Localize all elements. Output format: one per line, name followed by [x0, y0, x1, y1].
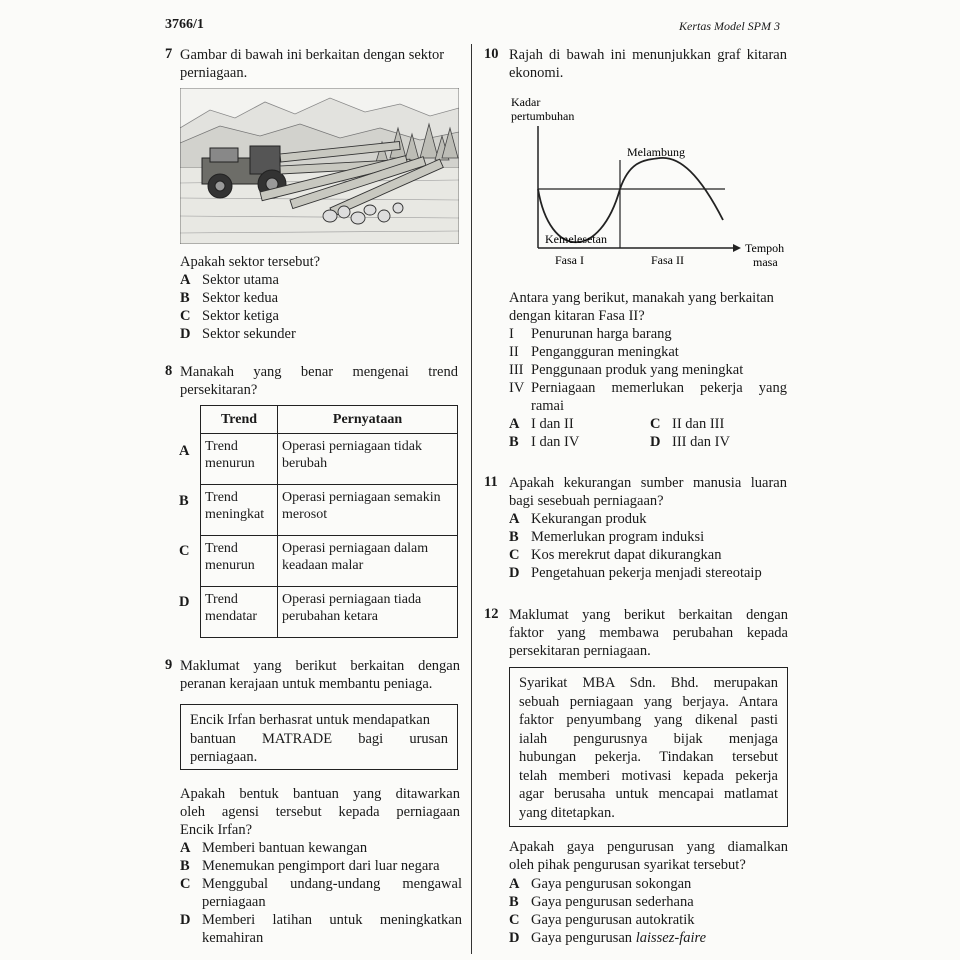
q7-option-c[interactable]: C Sektor ketiga: [180, 308, 279, 324]
chart-cycle-curve: [538, 158, 723, 242]
q7-number: 7: [165, 46, 173, 62]
q12-box-line: sebuah perniagaan yang berjaya. Antara: [519, 693, 778, 710]
q8-table-row-a[interactable]: [201, 434, 458, 485]
paper-code: 3766/1: [165, 17, 204, 32]
q12-stem-line: faktor yang membawa perubahan kepada: [509, 625, 788, 641]
q12-stem-line: Maklumat yang berikut berkaitan dengan: [509, 607, 788, 623]
q10-stem: [509, 46, 787, 82]
q8-row-label-d: D: [179, 594, 190, 610]
q9-box-line: bantuan MATRADE bagi urusan: [190, 730, 448, 747]
q11-option-c[interactable]: C Kos merekrut dapat dikurangkan: [509, 547, 722, 563]
q12-stem: [509, 606, 788, 660]
q12-box-line: Syarikat MBA Sdn. Bhd. merupakan: [519, 675, 778, 691]
q7-stem-line: Gambar di bawah ini berkaitan dengan sektor: [180, 47, 445, 63]
q10-question-line: dengan kitaran Fasa II?: [509, 308, 645, 324]
q10-stem-line: ekonomi.: [509, 65, 564, 81]
q8-trend-cell: Trend mendatar: [201, 587, 278, 638]
q11-stem: [509, 474, 787, 510]
q8-trend-cell: Trend meningkat: [201, 485, 278, 536]
q10-question-line: Antara yang berikut, manakah yang berkaitan: [509, 290, 774, 306]
q8-trend-cell: Trend menurun: [201, 536, 278, 587]
q9-question: [180, 785, 460, 839]
q12-box-line: faktor penyumbang yang dikenal pasti: [519, 712, 778, 728]
q10-option-a[interactable]: A I dan II: [509, 416, 574, 432]
q10-option-d[interactable]: D III dan IV: [650, 434, 730, 450]
q9-stem: [180, 657, 460, 693]
q9-option-c[interactable]: C Menggubal undang-undang mengawal perniagaan: [180, 876, 462, 910]
q8-statement-cell: Operasi perniagaan dalam keadaan malar: [278, 536, 458, 587]
q8-stem-line: Manakah yang benar mengenai trend: [180, 364, 458, 380]
q8-table-row-b[interactable]: [201, 485, 458, 536]
chart-annotation-peak: Melambung: [627, 145, 685, 159]
column-divider: [471, 44, 472, 954]
q10-option-b[interactable]: B I dan IV: [509, 434, 580, 450]
chart-x-axis-arrow: [733, 244, 741, 252]
q11-stem-line: bagi sesebuah perniagaan?: [509, 493, 664, 509]
q10-economic-cycle-chart: [505, 90, 790, 275]
q8-stem-line: persekitaran?: [180, 382, 258, 398]
q9-option-a[interactable]: A Memberi bantuan kewangan: [180, 840, 368, 856]
q8-trend-cell: Trend menurun: [201, 434, 278, 485]
q10-item-i: I Penurunan harga barang: [509, 326, 672, 342]
q12-question-line: oleh pihak pengurusan syarikat tersebut?: [509, 857, 746, 873]
q12-option-b[interactable]: B Gaya pengurusan sederhana: [509, 894, 694, 910]
q8-statement-cell: Operasi perniagaan semakin merosot: [278, 485, 458, 536]
q12-option-a[interactable]: A Gaya pengurusan sokongan: [509, 876, 692, 892]
chart-x-label: Tempoh: [745, 241, 785, 255]
q9-question-line: oleh agensi tersebut kepada perniagaan: [180, 804, 460, 820]
q11-option-a[interactable]: A Kekurangan produk: [509, 511, 647, 527]
q9-option-b[interactable]: B Menemukan pengimport dari luar negara: [180, 858, 440, 874]
q8-table-header-trend: Trend: [201, 406, 278, 434]
chart-phase-label: Fasa II: [651, 253, 684, 267]
q8-statement-cell: Operasi perniagaan tiada perubahan ketara: [278, 587, 458, 638]
q12-stem-line: persekitaran perniagaan.: [509, 643, 651, 659]
chart-phase-label: Fasa I: [555, 253, 584, 267]
q7-stem-line: perniagaan.: [180, 65, 248, 81]
q12-box-line: ialah pengurusnya bijak menjaga: [519, 730, 778, 747]
q9-stem-line: Maklumat yang berikut berkaitan dengan: [180, 658, 460, 674]
q8-row-label-b: B: [179, 493, 189, 509]
q12-box-line: yang ditetapkan.: [519, 804, 615, 821]
q9-number: 9: [165, 657, 173, 673]
q11-option-b[interactable]: B Memerlukan program induksi: [509, 529, 705, 545]
q11-number: 11: [484, 474, 498, 490]
q10-number: 10: [484, 46, 499, 62]
q8-number: 8: [165, 363, 173, 379]
q12-info-box: [509, 667, 788, 827]
q9-stem-line: peranan kerajaan untuk membantu peniaga.: [180, 676, 433, 692]
q7-option-a[interactable]: A Sektor utama: [180, 272, 279, 288]
q12-question: [509, 838, 788, 874]
q11-stem-line: Apakah kekurangan sumber manusia luaran: [509, 475, 787, 491]
q10-option-c[interactable]: C II dan III: [650, 416, 725, 432]
q9-question-line: Encik Irfan?: [180, 822, 253, 838]
q8-row-label-c: C: [179, 543, 190, 559]
q10-item-iii: III Penggunaan produk yang meningkat: [509, 362, 744, 378]
q9-question-line: Apakah bentuk bantuan yang ditawarkan: [180, 786, 460, 802]
chart-y-label: Kadar: [511, 95, 541, 109]
q7-question: Apakah sektor tersebut?: [180, 254, 321, 270]
chart-annotation-trough: Kemelesetan: [545, 232, 607, 246]
q8-table-row-d[interactable]: [201, 587, 458, 638]
chart-x-label: masa: [753, 255, 778, 269]
q8-stem: [180, 363, 458, 399]
q7-option-d[interactable]: D Sektor sekunder: [180, 326, 296, 342]
chart-y-label: pertumbuhan: [511, 109, 575, 123]
q12-box-line: hubungan pekerja. Tindakan tersebut: [519, 749, 778, 765]
q12-box-line: telah memberi motivasi kepada pekerja: [519, 767, 778, 784]
q10-stem-line: Rajah di bawah ini menunjukkan graf kitaran: [509, 47, 787, 63]
q7-logging-illustration: [180, 88, 459, 244]
q12-option-c[interactable]: C Gaya pengurusan autokratik: [509, 912, 695, 928]
q7-option-b[interactable]: B Sektor kedua: [180, 290, 279, 306]
q12-number: 12: [484, 606, 499, 622]
q8-trend-table: [200, 405, 458, 638]
q11-option-d[interactable]: D Pengetahuan pekerja menjadi stereotaip: [509, 565, 762, 581]
q10-item-iv: IV Perniagaan memerlukan pekerja yang ramai: [509, 380, 787, 414]
q9-option-d[interactable]: D Memberi latihan untuk meningkatkan kemahiran: [180, 912, 462, 946]
q8-table-row-c[interactable]: [201, 536, 458, 587]
q9-box-line: perniagaan.: [190, 749, 258, 765]
q8-table-header-statement: Pernyataan: [278, 406, 458, 434]
q7-stem: [180, 46, 460, 82]
q8-statement-cell: Operasi perniagaan tidak berubah: [278, 434, 458, 485]
q12-box-line: agar berusaha untuk mencapai matlamat: [519, 786, 778, 802]
q9-info-box: [180, 704, 458, 770]
paper-title: Kertas Model SPM 3: [679, 19, 780, 33]
q9-box-line: Encik Irfan berhasrat untuk mendapatkan: [190, 712, 430, 728]
q12-option-d[interactable]: D Gaya pengurusan laissez-faire: [509, 930, 707, 946]
q12-question-line: Apakah gaya pengurusan yang diamalkan: [509, 839, 788, 855]
q8-row-label-a: A: [179, 443, 190, 459]
q10-item-ii: II Pengangguran meningkat: [509, 344, 679, 360]
q10-question: [509, 289, 787, 325]
